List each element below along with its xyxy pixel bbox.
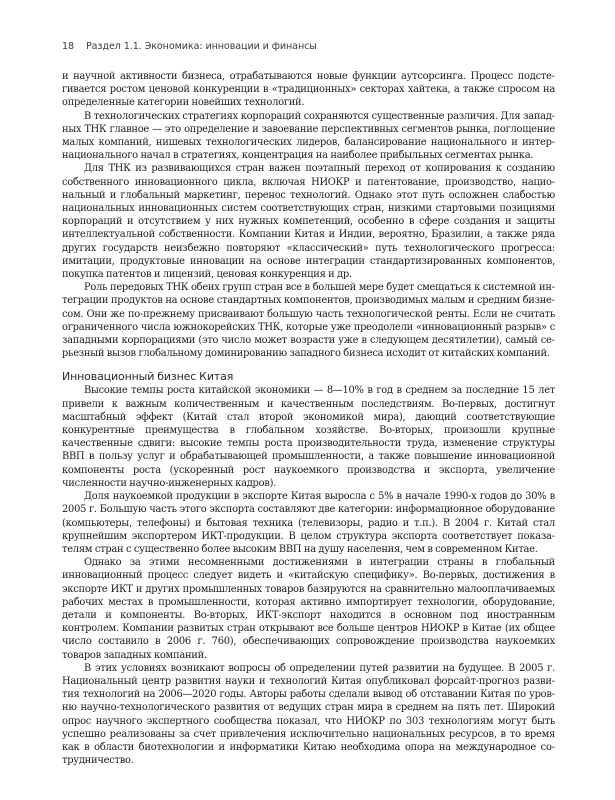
- running-header: [62, 41, 317, 52]
- section-heading: Инновационный бизнес Китая: [62, 370, 234, 384]
- paragraph: Для ТНК из развивающихся стран важен поэтапный переход от копирования к созданию собственного инновационного цикла, включая НИОКР и патентование, производство, национальный и глобальный маркетинг, перенос технологий. Однако этот путь осложнен слабостью национальных инновационных систем соответствующих стран, низкими стартовыми позициями корпораций и отсутствием у них нужных компетенций, особенно в сфере создания и защиты интеллектуальной собственности. Компании Китая и Индии, вероятно, Бразилии, а также ряда других государств неизбежно повторяют «классический» путь технологического прогресса: имитации, продуктовые инновации на основе интеграции стандартизированных компонентов, покупка патентов и лицензий, ценовая конкуренция и др.: [62, 163, 555, 281]
- body-text: [62, 70, 555, 767]
- paragraph: В этих условиях возникают вопросы об определении путей развитии на будущее. В 2005 г. Национальный центр развития науки и технологий Китая опубликовал форсайт-прогноз развития технологий на 2006—2020 годы. Авторы работы сделали вывод об отставании Китая по уровню научно-технологического развития от ведущих стран мира в среднем на пять лет. Широкий опрос научного экспертного сообщества показал, что НИОКР по 303 технологиям могут быть успешно реализованы за счет привлечения исключительно национальных ресурсов, в то время как в области биотехнологии и информатики Китаю необходима опора на международное сотрудничество.: [62, 662, 555, 767]
- paragraph: Однако за этими несомненными достижениями в интеграции страны в глобальный инновационный процесс следует видеть и «китайскую специфику». Во-первых, достижения в экспорте ИКТ и других промышленных товаров базируются на сравнительно малооплачиваемых рабочих местах в промышленности, которая активно импортирует технологии, оборудование, детали и компоненты. Во-вторых, ИКТ-экспорт находится в основном под иностранным контролем. Компании развитых стран открывают все больше центров НИОКР в Китае (их общее число составило в 2006 г. 760), обеспечивающих сопровождение производства наукоемких товаров западных компаний.: [62, 557, 555, 661]
- running-title: Раздел 1.1. Экономика: инновации и финансы: [85, 41, 317, 52]
- paragraph: Роль передовых ТНК обеих групп стран все в большей мере будет смещаться к системной интеграции продуктов на основе стандартных компонентов, производимых малым и средним бизнесом. Они же по-прежнему присваивают большую часть технологической ренты. Если не считать ограниченного числа южнокорейских ТНК, которые уже преодолели «инновационный разрыв» с западными корпорациями (это число может возрасти уже в следующем десятилетии), самый серьезный вызов глобальному доминированию западного бизнеса исходит от китайских компаний.: [62, 282, 555, 360]
- paragraph: В технологических стратегиях корпораций сохраняются существенные различия. Для западных ТНК главное — это определение и завоевание перспективных сегментов рынка, поглощение малых компаний, нишевых технологических лидеров, балансирование национального и интернационального начал в стратегиях, концентрация на наиболее прибыльных сегментах рынка.: [62, 110, 555, 162]
- paragraph: Доля наукоемкой продукции в экспорте Китая выросла с 5% в начале 1990-х годов до 30% в 2005 г. Большую часть этого экспорта составляют две категории: информационное оборудование (компьютеры, телефоны) и бытовая техника (телевизоры, радио и т.п.). В 2004 г. Китай стал крупнейшим экспортером ИКТ-продукции. В целом структура экспорта соответствует показателям стран с существенно более высоким ВВП на душу населения, чем в современном Китае.: [62, 491, 555, 555]
- paragraph: и научной активности бизнеса, отрабатываются новые функции аутсорсинга. Процесс подстегивается ростом ценовой конкуренции в «традиционных» секторах хайтека, а также спросом на определенные категории новейших технологий.: [62, 71, 555, 109]
- page-number: 18: [62, 41, 75, 52]
- paragraph: Высокие темпы роста китайской экономики — 8—10% в год в среднем за последние 15 лет привели к важным количественным и качественным последствиям. Во-первых, достигнут масштабный эффект (Китай стал второй экономикой мира), дающий соответствующие конкурентные преимущества в глобальном хозяйстве. Во-вторых, произошли крупные качественные сдвиги: высокие темпы роста производительности труда, изменение структуры ВВП в пользу услуг и обрабатывающей промышленности, а также повышение инновационной компоненты роста (ускоренный рост наукоемкого производства и экспорта, увеличение численности научно-инженерных кадров).: [62, 385, 555, 489]
